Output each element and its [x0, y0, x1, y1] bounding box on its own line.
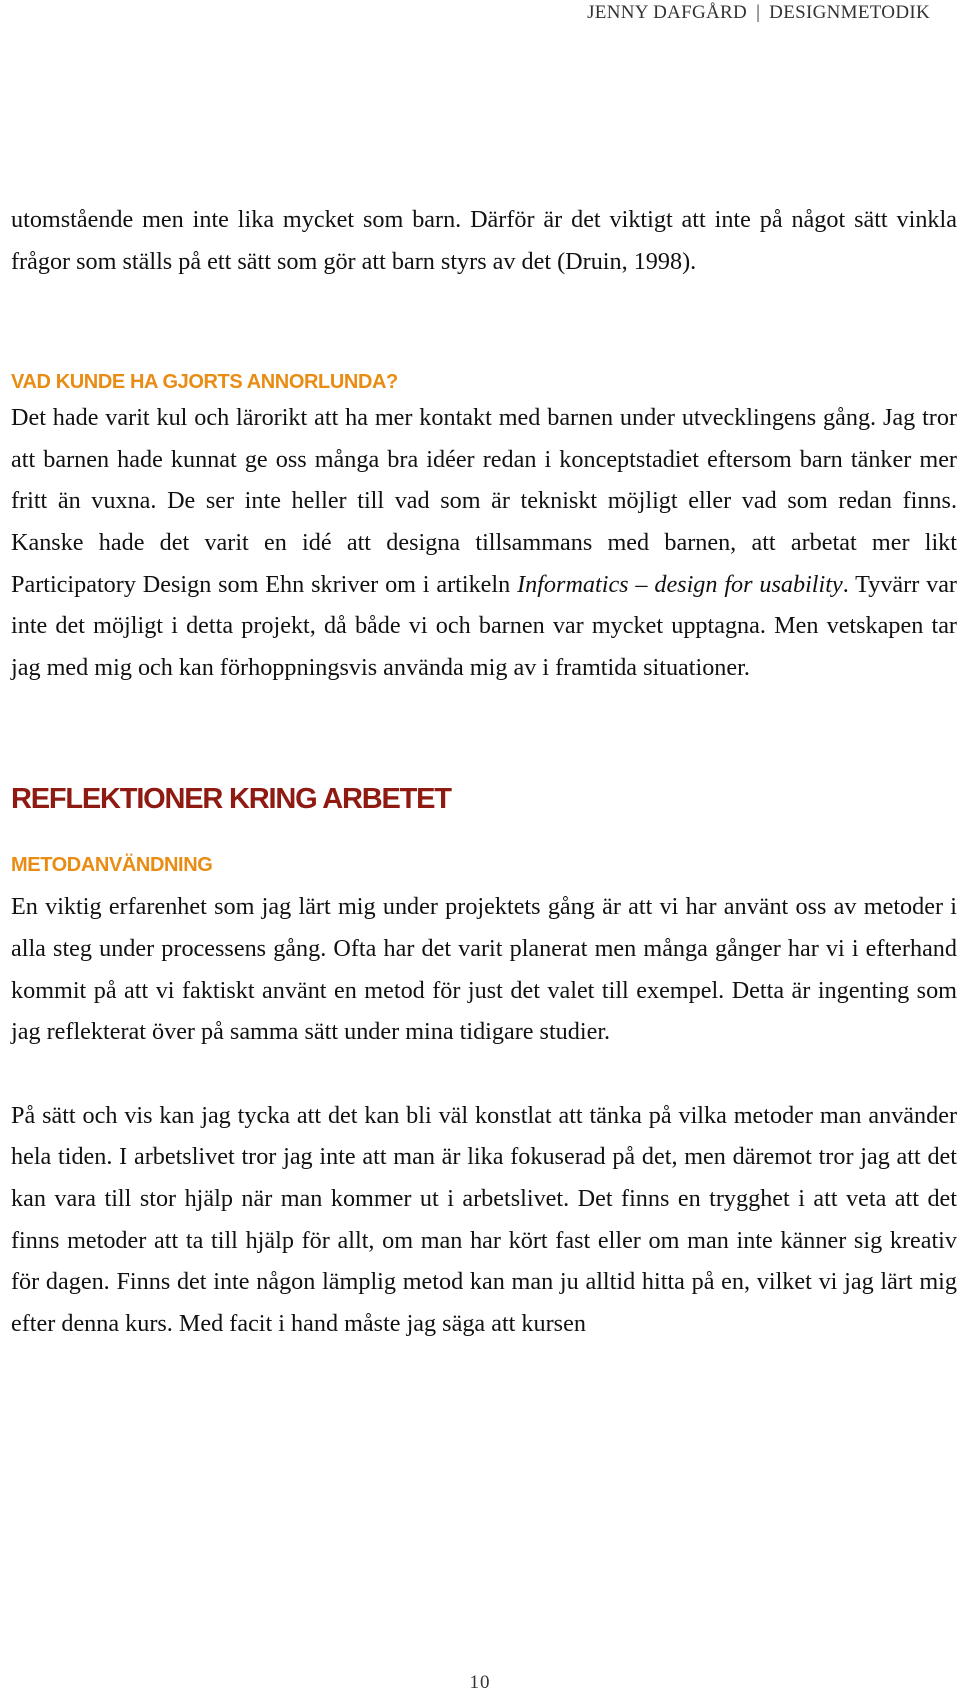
main-heading-reflections: REFLEKTIONER KRING ARBETET	[11, 783, 451, 816]
page-number: 10	[469, 1672, 491, 1693]
running-header	[587, 0, 930, 26]
paragraph-reflection: På sätt och vis kan jag tycka att det kan bli väl konstlat att tänka på vilka metoder man använder hela tiden. I arbetslivet tror jag inte att man är lika fokuserad på det, men däremot tror jag att det kan vara till stor hjälp när man kommer ut i arbetslivet. Det finns en trygghet i att veta att det finns metoder att ta till hjälp för allt, om man har kört fast eller om man inte känner sig kreativ för dagen. Finns det inte någon lämplig metod kan man ju alltid hitta på en, vilket vi jag lärt mig efter denna kurs. Med facit i hand måste jag säga att kursen	[11, 1101, 957, 1337]
header-author: JENNY DAFGÅRD	[587, 2, 748, 23]
paragraph-alternatives-text-a: Det hade varit kul och lärorikt att ha mer kontakt med barnen under utvecklingens gång. Jag tror att barnen hade kunnat ge oss många bra idéer redan i konceptstadiet eftersom barn tänker mer fritt än vuxna. De ser inte heller till vad som är tekniskt möjligt eller vad som redan finns. Kanske hade det varit en idé att designa tillsammans med barnen, att arbetat mer likt Participatory Design som Ehn skriver om i artikeln	[11, 404, 957, 598]
header-course: DESIGNMETODIK	[769, 2, 930, 23]
paragraph-alternatives-text-b: . Tyvärr var inte det möjligt i detta projekt, då både vi och barnen var mycket upptagna. Men vetskapen tar jag med mig och kan förhoppningsvis använda mig av i framtida situationer.	[11, 570, 957, 681]
paragraph-alternatives	[11, 397, 957, 688]
article-title: Informatics – design for usability	[517, 570, 843, 598]
paragraph-methods: En viktig erfarenhet som jag lärt mig under projektets gång är att vi har använt oss av metoder i alla steg under processens gång. Ofta har det varit planerat men många gånger har vi i efterhand kommit på att vi faktiskt använt en metod för just det valet till exempel. Detta är ingenting som jag reflekterat över på samma sätt under mina tidigare studier.	[11, 893, 957, 1046]
page-body	[11, 199, 957, 1344]
section-heading-alternatives: VAD KUNDE HA GJORTS ANNORLUNDA?	[11, 371, 398, 394]
paragraph-continuation: utomstående men inte lika mycket som barn. Därför är det viktigt att inte på något sätt vinkla frågor som ställs på ett sätt som gör att barn styrs av det (Druin, 1998).	[11, 206, 957, 275]
header-separator: |	[756, 2, 761, 23]
section-heading-methods: METODANVÄNDNING	[11, 854, 213, 877]
